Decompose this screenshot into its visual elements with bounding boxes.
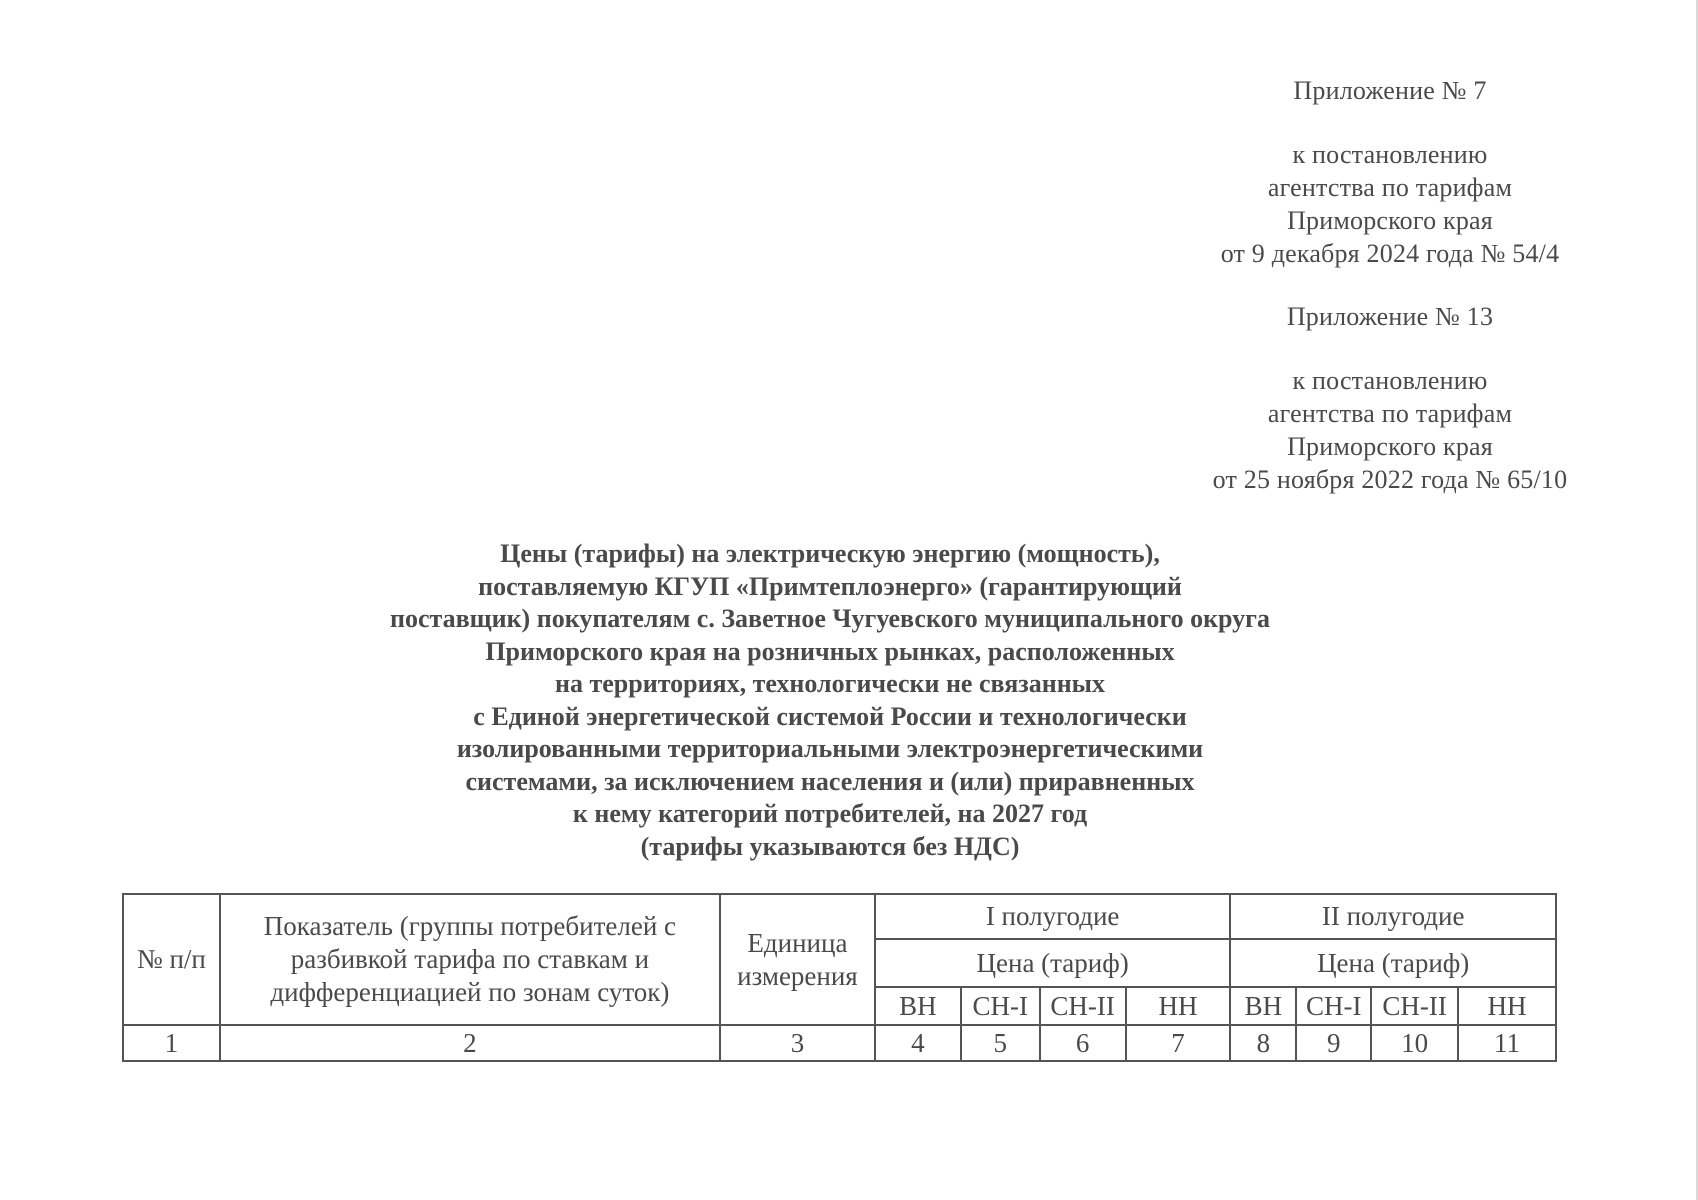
appendix-line: к постановлению: [1292, 140, 1488, 169]
header-voltage-vn: ВН: [1230, 987, 1296, 1025]
header-voltage-vn: ВН: [875, 987, 961, 1025]
title-line: системами, за исключением населения и (или) приравненных: [465, 766, 1195, 796]
appendix-block-original: [1180, 300, 1600, 496]
column-number-cell: 4: [875, 1025, 961, 1061]
column-number-cell: 2: [220, 1025, 720, 1061]
appendix-date: от 25 ноября 2022 года № 65/10: [1212, 465, 1568, 494]
appendix-title: Приложение № 7: [1293, 76, 1487, 105]
header-half-2: II полугодие: [1230, 894, 1556, 939]
column-number-cell: 8: [1230, 1025, 1296, 1061]
column-number-cell: 11: [1458, 1025, 1556, 1061]
title-line: поставщик) покупателям с. Заветное Чугуевского муниципального округа: [390, 604, 1270, 633]
header-voltage-sn1: СН-I: [1296, 987, 1371, 1025]
header-price-half-2: Цена (тариф): [1230, 939, 1556, 987]
title-line: с Единой энергетической системой России и технологически: [473, 701, 1187, 731]
appendix-line: агентства по тарифам: [1267, 173, 1513, 202]
column-number-cell: 10: [1371, 1025, 1458, 1061]
document-title: [330, 538, 1330, 863]
column-number-cell: 1: [123, 1025, 220, 1061]
title-line: к нему категорий потребителей, на 2027 год: [572, 799, 1088, 828]
title-line: на территориях, технологически не связанных: [555, 669, 1105, 698]
header-voltage-sn2: СН-II: [1040, 987, 1126, 1025]
appendix-block-current: [1180, 74, 1600, 270]
column-number-cell: 3: [720, 1025, 875, 1061]
appendix-line: агентства по тарифам: [1267, 399, 1513, 428]
header-number: № п/п: [123, 894, 220, 1025]
tariff-table: [122, 893, 1557, 1062]
appendix-line: Приморского края: [1287, 432, 1493, 461]
appendix-date: от 9 декабря 2024 года № 54/4: [1220, 239, 1560, 268]
title-line: Приморского края на розничных рынках, расположенных: [485, 636, 1175, 666]
column-number-cell: 7: [1126, 1025, 1231, 1061]
appendix-line: к постановлению: [1292, 366, 1488, 395]
header-voltage-nn: НН: [1126, 987, 1231, 1025]
title-line: (тарифы указываются без НДС): [640, 831, 1020, 861]
header-unit: Единица измерения: [720, 894, 875, 1025]
appendix-line: Приморского края: [1287, 206, 1493, 235]
header-price-half-1: Цена (тариф): [875, 939, 1230, 987]
column-number-cell: 9: [1296, 1025, 1371, 1061]
appendix-title: Приложение № 13: [1286, 302, 1494, 331]
header-half-1: I полугодие: [875, 894, 1230, 939]
header-voltage-sn2: СН-II: [1371, 987, 1458, 1025]
column-number-cell: 6: [1040, 1025, 1126, 1061]
title-line: поставляемую КГУП «Примтеплоэнерго» (гарантирующий: [478, 571, 1182, 601]
header-voltage-sn1: СН-I: [961, 987, 1040, 1025]
header-indicator: Показатель (группы потребителей с разбивкой тарифа по ставкам и дифференциацией по зонам суток): [220, 894, 720, 1025]
title-line: изолированными территориальными электроэнергетическими: [456, 734, 1204, 763]
column-number-cell: 5: [961, 1025, 1040, 1061]
header-voltage-nn: НН: [1458, 987, 1556, 1025]
title-line: Цены (тарифы) на электрическую энергию (мощность),: [500, 539, 1160, 568]
